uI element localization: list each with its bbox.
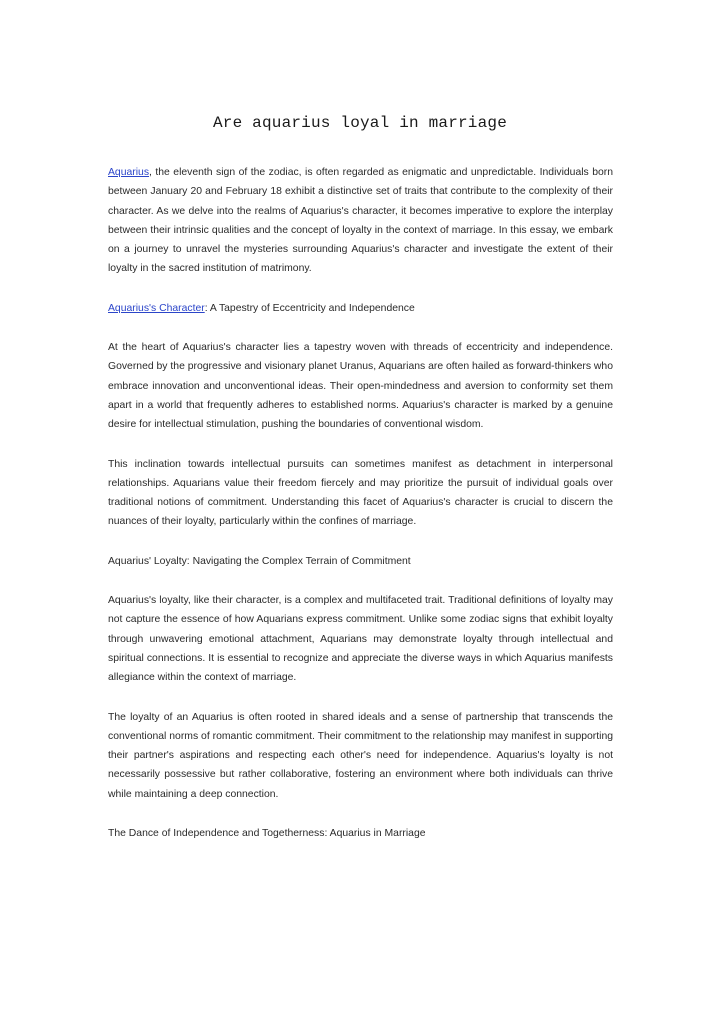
aquarius-character-link[interactable]: Aquarius's Character [108,302,205,314]
aquarius-link[interactable]: Aquarius [108,167,150,178]
section-heading-character-text: : A Tapestry of Eccentricity and Independence [204,302,415,314]
intro-paragraph-text: , the eleventh sign of the zodiac, is often regarded as enigmatic and unpredictable. Individuals born between January 20 and February 18 exhibit a distinctive set of traits that contribute to the complexity of their character. As we delve into the realms of Aquarius's character, it becomes imperative to explore the interplay between their intrinsic qualities and the concept of loyalty in the context of marriage. In this essay, we embark on a journey to unravel the mysteries surrounding Aquarius's character and investigate the extent of their loyalty in the sacred institution of matrimony. [108,167,613,275]
section-heading-loyalty: Aquarius' Loyalty: Navigating the Complex Terrain of Commitment [108,555,411,567]
document-body [108,163,613,863]
character-paragraph-2: This inclination towards intellectual pursuits can sometimes manifest as detachment in interpersonal relationships. Aquarians value their freedom fiercely and may prioritize the pursuit of individual goals over traditional notions of commitment. Understanding this facet of Aquarius's character is crucial to discern the nuances of their loyalty, particularly within the confines of marriage. [108,458,613,528]
section-heading-marriage: The Dance of Independence and Togetherness: Aquarius in Marriage [108,828,426,840]
intro-paragraph [108,163,613,279]
loyalty-paragraph-2: The loyalty of an Aquarius is often rooted in shared ideals and a sense of partnership that transcends the conventional norms of romantic commitment. Their commitment to the relationship may manifest in supporting their partner's aspirations and respecting each other's need for independence. Aquarius's loyalty is not necessarily possessive but rather collaborative, fostering an environment where both individuals can thrive while maintaining a deep connection. [108,711,613,800]
character-paragraph-1: At the heart of Aquarius's character lies a tapestry woven with threads of eccentricity and independence. Governed by the progressive and visionary planet Uranus, Aquarians are often hailed as forward-thinkers who embrace innovation and unconventional ideas. Their open-mindedness and aversion to conformity set them apart in a world that frequently adheres to established norms. Aquarius's character is marked by a genuine desire for intellectual stimulation, pushing the boundaries of conventional wisdom. [108,342,613,431]
document-title: Are aquarius loyal in marriage [212,114,508,132]
section-heading-character [108,299,613,318]
loyalty-paragraph-1: Aquarius's loyalty, like their character, is a complex and multifaceted trait. Traditional definitions of loyalty may not capture the essence of how Aquarians express commitment. Unlike some zodiac signs that exhibit loyalty through unwavering emotional attachment, Aquarians may demonstrate loyalty through intellectual and spiritual connections. It is essential to recognize and appreciate the diverse ways in which Aquarius manifests allegiance within the context of marriage. [108,595,613,684]
